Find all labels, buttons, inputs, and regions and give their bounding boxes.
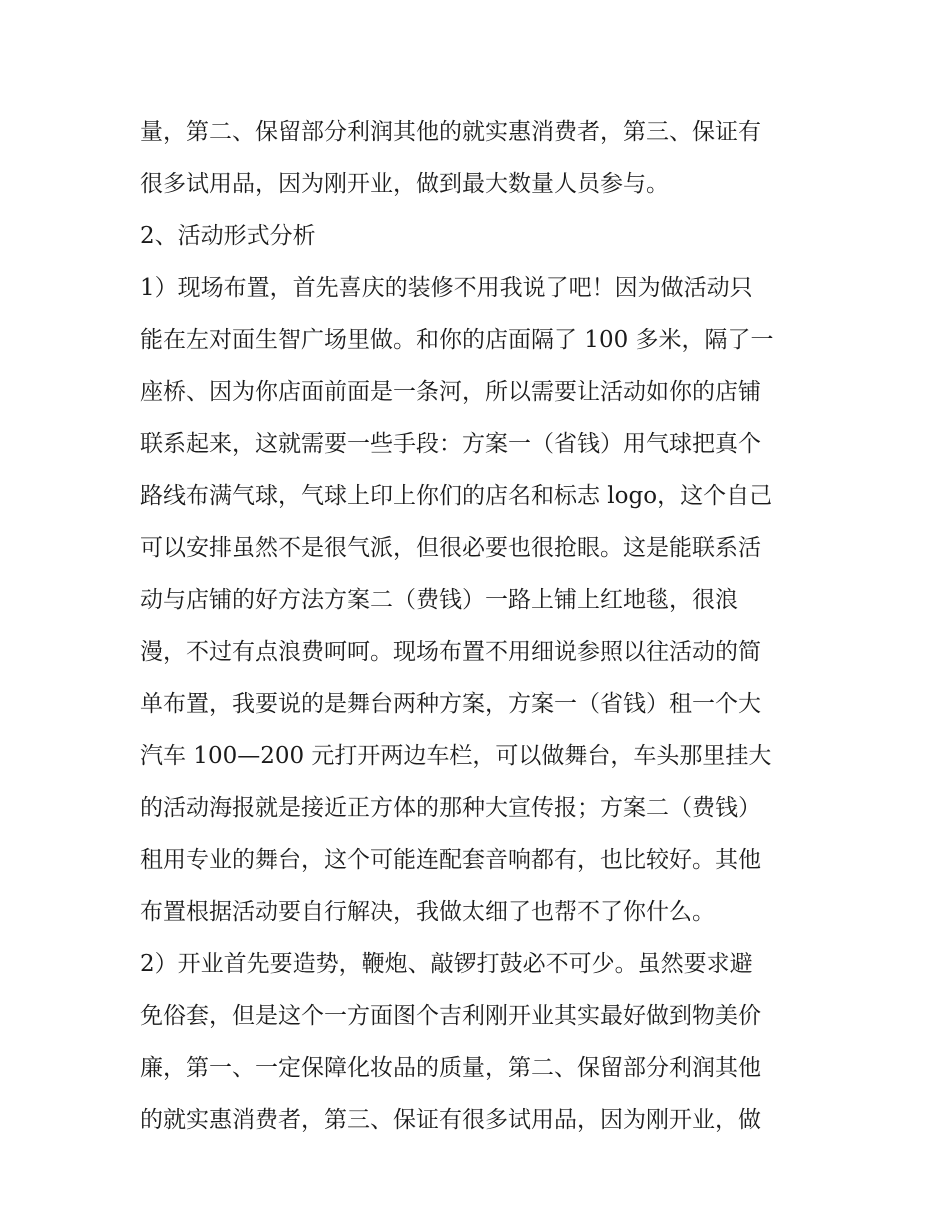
text-line: 的就实惠消费者，第三、保证有很多试用品，因为刚开业，做 — [140, 1107, 761, 1133]
text-line: 很多试用品，因为刚开业，做到最大数量人员参与。 — [140, 171, 669, 197]
text-line: 漫，不过有点浪费呵呵。现场布置不用细说参照以往活动的简 — [140, 639, 761, 665]
text-line: 的活动海报就是接近正方体的那种大宣传报；方案二（费钱） — [140, 795, 761, 821]
text-line: 廉，第一、一定保障化妆品的质量，第二、保留部分利润其他 — [140, 1055, 761, 1081]
text-line: 能在左对面生智广场里做。和你的店面隔了 100 多米，隔了一 — [140, 327, 774, 353]
text-line: 座桥、因为你店面前面是一条河，所以需要让活动如你的店铺 — [140, 379, 761, 405]
text-line: 1）现场布置，首先喜庆的装修不用我说了吧！因为做活动只 — [140, 275, 753, 301]
text-line: 免俗套，但是这个一方面图个吉利刚开业其实最好做到物美价 — [140, 1003, 761, 1029]
text-line: 动与店铺的好方法方案二（费钱）一路上铺上红地毯，很浪 — [140, 587, 738, 613]
text-line: 租用专业的舞台，这个可能连配套音响都有，也比较好。其他 — [140, 847, 761, 873]
text-line: 汽车 100—200 元打开两边车栏，可以做舞台，车头那里挂大 — [140, 743, 772, 769]
text-line: 2）开业首先要造势，鞭炮、敲锣打鼓必不可少。虽然要求避 — [140, 951, 753, 977]
text-line: 可以安排虽然不是很气派，但很必要也很抢眼。这是能联系活 — [140, 535, 761, 561]
section-heading: 2、活动形式分析 — [140, 223, 316, 249]
text-line: 单布置，我要说的是舞台两种方案，方案一（省钱）租一个大 — [140, 691, 761, 717]
text-line: 布置根据活动要自行解决，我做太细了也帮不了你什么。 — [140, 899, 715, 925]
text-line: 量，第二、保留部分利润其他的就实惠消费者，第三、保证有 — [140, 119, 761, 145]
text-line: 路线布满气球，气球上印上你们的店名和标志 logo，这个自己 — [140, 483, 773, 509]
text-line: 联系起来，这就需要一些手段：方案一（省钱）用气球把真个 — [140, 431, 761, 457]
body-text — [140, 106, 820, 1146]
